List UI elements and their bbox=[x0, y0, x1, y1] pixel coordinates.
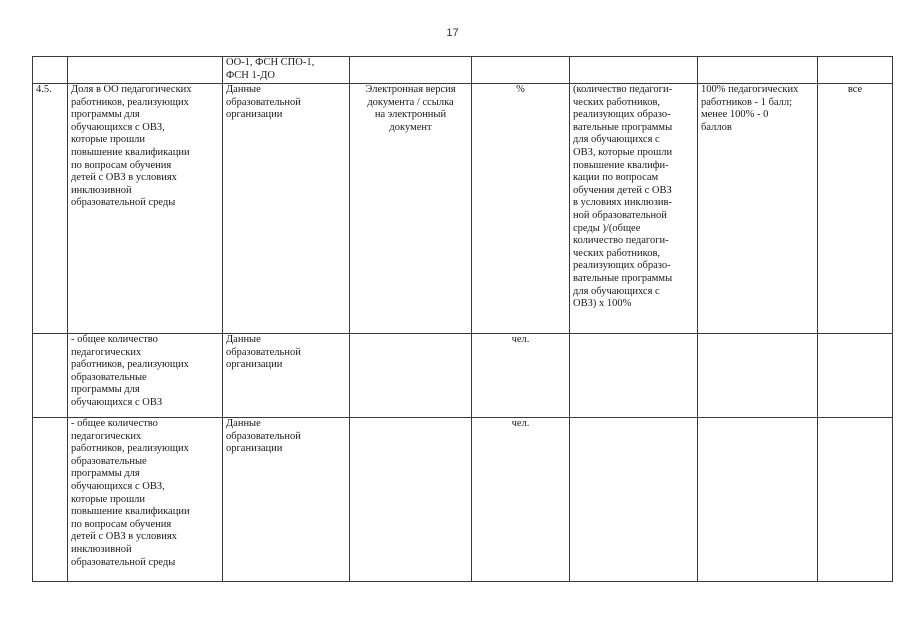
cell-number: 4.5. bbox=[33, 84, 68, 334]
cell-indicator bbox=[68, 57, 223, 84]
cell-formula bbox=[570, 334, 698, 418]
table-row-continuation bbox=[33, 57, 893, 84]
cell-applicability bbox=[818, 418, 893, 582]
cell-confirmation bbox=[350, 57, 472, 84]
cell-source: ОО-1, ФСН СПО-1, ФСН 1-ДО bbox=[223, 57, 350, 84]
cell-indicator: Доля в ОО педагогических работников, реализующих программы для обучающихся с ОВЗ, которые прошли повышение квалификации по вопросам обучения детей с ОВЗ в условиях инклюзивной образовательной среды bbox=[68, 84, 223, 334]
cell-unit: % bbox=[472, 84, 570, 334]
cell-score bbox=[698, 418, 818, 582]
table-row-component bbox=[33, 334, 893, 418]
page-number: 17 bbox=[446, 27, 459, 39]
cell-applicability bbox=[818, 334, 893, 418]
cell-formula: (количество педагоги- ческих работников, реализующих образо- вательные программы для обучающихся с ОВЗ, которые прошли повышение квалифи- кации по вопросам обучения детей с ОВЗ в условиях инклюзив- ной образовательной среды )/(общее количество педагоги- ческих работников, реализующих образо- вательные программы для обучающихся с ОВЗ) х 100% bbox=[570, 84, 698, 334]
cell-source: Данные образовательной организации bbox=[223, 418, 350, 582]
cell-indicator: - общее количество педагогических работников, реализующих образовательные программы для обучающихся с ОВЗ, которые прошли повышение квалификации по вопросам обучения детей с ОВЗ в условиях инклюзивной образовательной среды bbox=[68, 418, 223, 582]
cell-number bbox=[33, 57, 68, 84]
indicator-table bbox=[32, 56, 893, 582]
cell-confirmation: Электронная версия документа / ссылка на электронный документ bbox=[350, 84, 472, 334]
cell-source: Данные образовательной организации bbox=[223, 84, 350, 334]
cell-score bbox=[698, 334, 818, 418]
table-row-indicator bbox=[33, 84, 893, 334]
cell-unit: чел. bbox=[472, 334, 570, 418]
cell-formula bbox=[570, 57, 698, 84]
cell-formula bbox=[570, 418, 698, 582]
cell-source: Данные образовательной организации bbox=[223, 334, 350, 418]
cell-applicability: все bbox=[818, 84, 893, 334]
cell-confirmation bbox=[350, 418, 472, 582]
cell-number bbox=[33, 334, 68, 418]
cell-number bbox=[33, 418, 68, 582]
cell-unit bbox=[472, 57, 570, 84]
cell-score: 100% педагогических работников - 1 балл; менее 100% - 0 баллов bbox=[698, 84, 818, 334]
cell-indicator: - общее количество педагогических работников, реализующих образовательные программы для обучающихся с ОВЗ bbox=[68, 334, 223, 418]
cell-unit: чел. bbox=[472, 418, 570, 582]
cell-score bbox=[698, 57, 818, 84]
cell-confirmation bbox=[350, 334, 472, 418]
cell-applicability bbox=[818, 57, 893, 84]
table-row-component bbox=[33, 418, 893, 582]
